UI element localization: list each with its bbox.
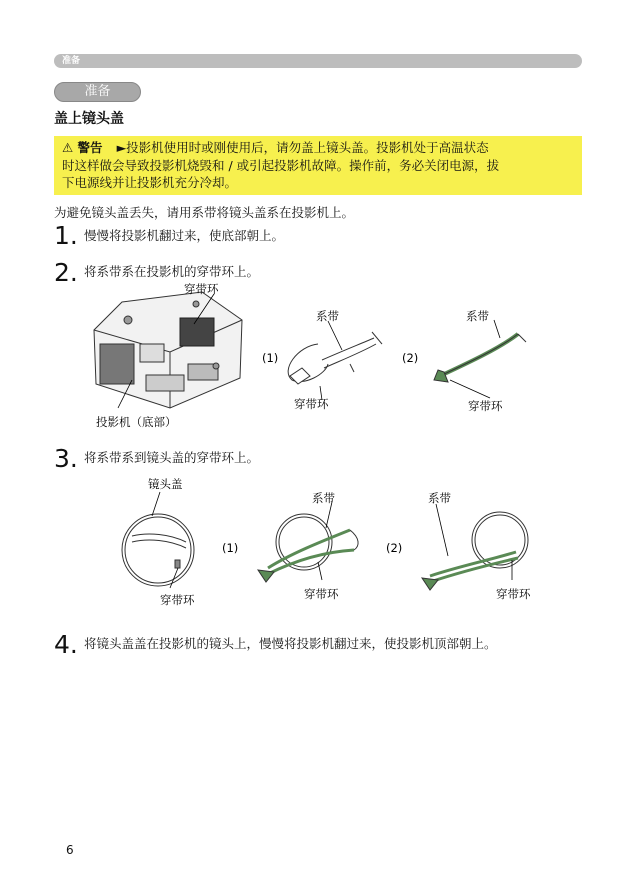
step-text: 慢慢将投影机翻过来，使底部朝上。 bbox=[84, 228, 285, 243]
figure3-step-1-label: (1) bbox=[222, 541, 239, 555]
strap-illustration bbox=[288, 332, 382, 384]
strap-label-3: 系带 bbox=[312, 491, 335, 505]
strap-label-4: 系带 bbox=[428, 491, 451, 505]
header-label: 准备 bbox=[62, 56, 81, 66]
figure3-step-2-label: (2) bbox=[386, 541, 403, 555]
page-number: 6 bbox=[66, 843, 74, 857]
projector-bottom-label: 投影机（底部） bbox=[96, 415, 177, 429]
loop-label-3: 穿带环 bbox=[304, 587, 339, 601]
warning-box bbox=[54, 136, 582, 195]
step-text: 将系带系在投影机的穿带环上。 bbox=[84, 264, 260, 279]
loop-label-4: 穿带环 bbox=[496, 587, 531, 601]
projector-illustration bbox=[94, 292, 242, 408]
warning-line-2: 时这样做会导致投影机烧毁和 / 或引起投影机故障。操作前，务必关闭电源，拔 bbox=[62, 157, 500, 173]
strap-pulled-illustration bbox=[434, 334, 526, 382]
section-title: 准备 bbox=[84, 84, 111, 99]
strap-hole-label: 穿带环 bbox=[184, 282, 219, 296]
lens-cap-label: 镜头盖 bbox=[148, 477, 183, 491]
strap-label: 系带 bbox=[316, 309, 339, 323]
cap-strap-illustration bbox=[258, 514, 358, 582]
loop-label-2: 穿带环 bbox=[468, 399, 503, 413]
sub-heading: 盖上镜头盖 bbox=[54, 111, 124, 127]
warning-line-1 bbox=[62, 139, 574, 157]
step-number: 3. bbox=[54, 444, 78, 473]
step-number: 1. bbox=[54, 221, 78, 250]
figure-step-2-label: (2) bbox=[402, 351, 419, 365]
cap-hole-label: 穿带环 bbox=[160, 593, 195, 607]
figure-step-1-label: (1) bbox=[262, 351, 279, 365]
section-pill bbox=[54, 82, 141, 102]
warning-text-1: ►投影机使用时或刚使用后，请勿盖上镜头盖。投影机处于高温状态 bbox=[116, 140, 489, 155]
strap-label-2: 系带 bbox=[466, 309, 489, 323]
step-number: 4. bbox=[54, 630, 78, 659]
projector-strap-figure bbox=[60, 280, 580, 440]
lens-cap-illustration bbox=[122, 514, 194, 586]
step-text: 将系带系到镜头盖的穿带环上。 bbox=[84, 450, 260, 465]
warning-label: ⚠ 警告 bbox=[62, 140, 103, 155]
intro-text: 为避免镜头盖丢失，请用系带将镜头盖系在投影机上。 bbox=[54, 205, 355, 220]
loop-label: 穿带环 bbox=[294, 397, 329, 411]
warning-line-3: 下电源线并让投影机充分冷却。 bbox=[62, 175, 238, 190]
step-text: 将镜头盖盖在投影机的镜头上，慢慢将投影机翻过来，使投影机顶部朝上。 bbox=[84, 636, 497, 651]
lens-cap-strap-figure bbox=[60, 472, 580, 612]
step-number: 2. bbox=[54, 258, 78, 287]
header-bar bbox=[54, 54, 582, 68]
